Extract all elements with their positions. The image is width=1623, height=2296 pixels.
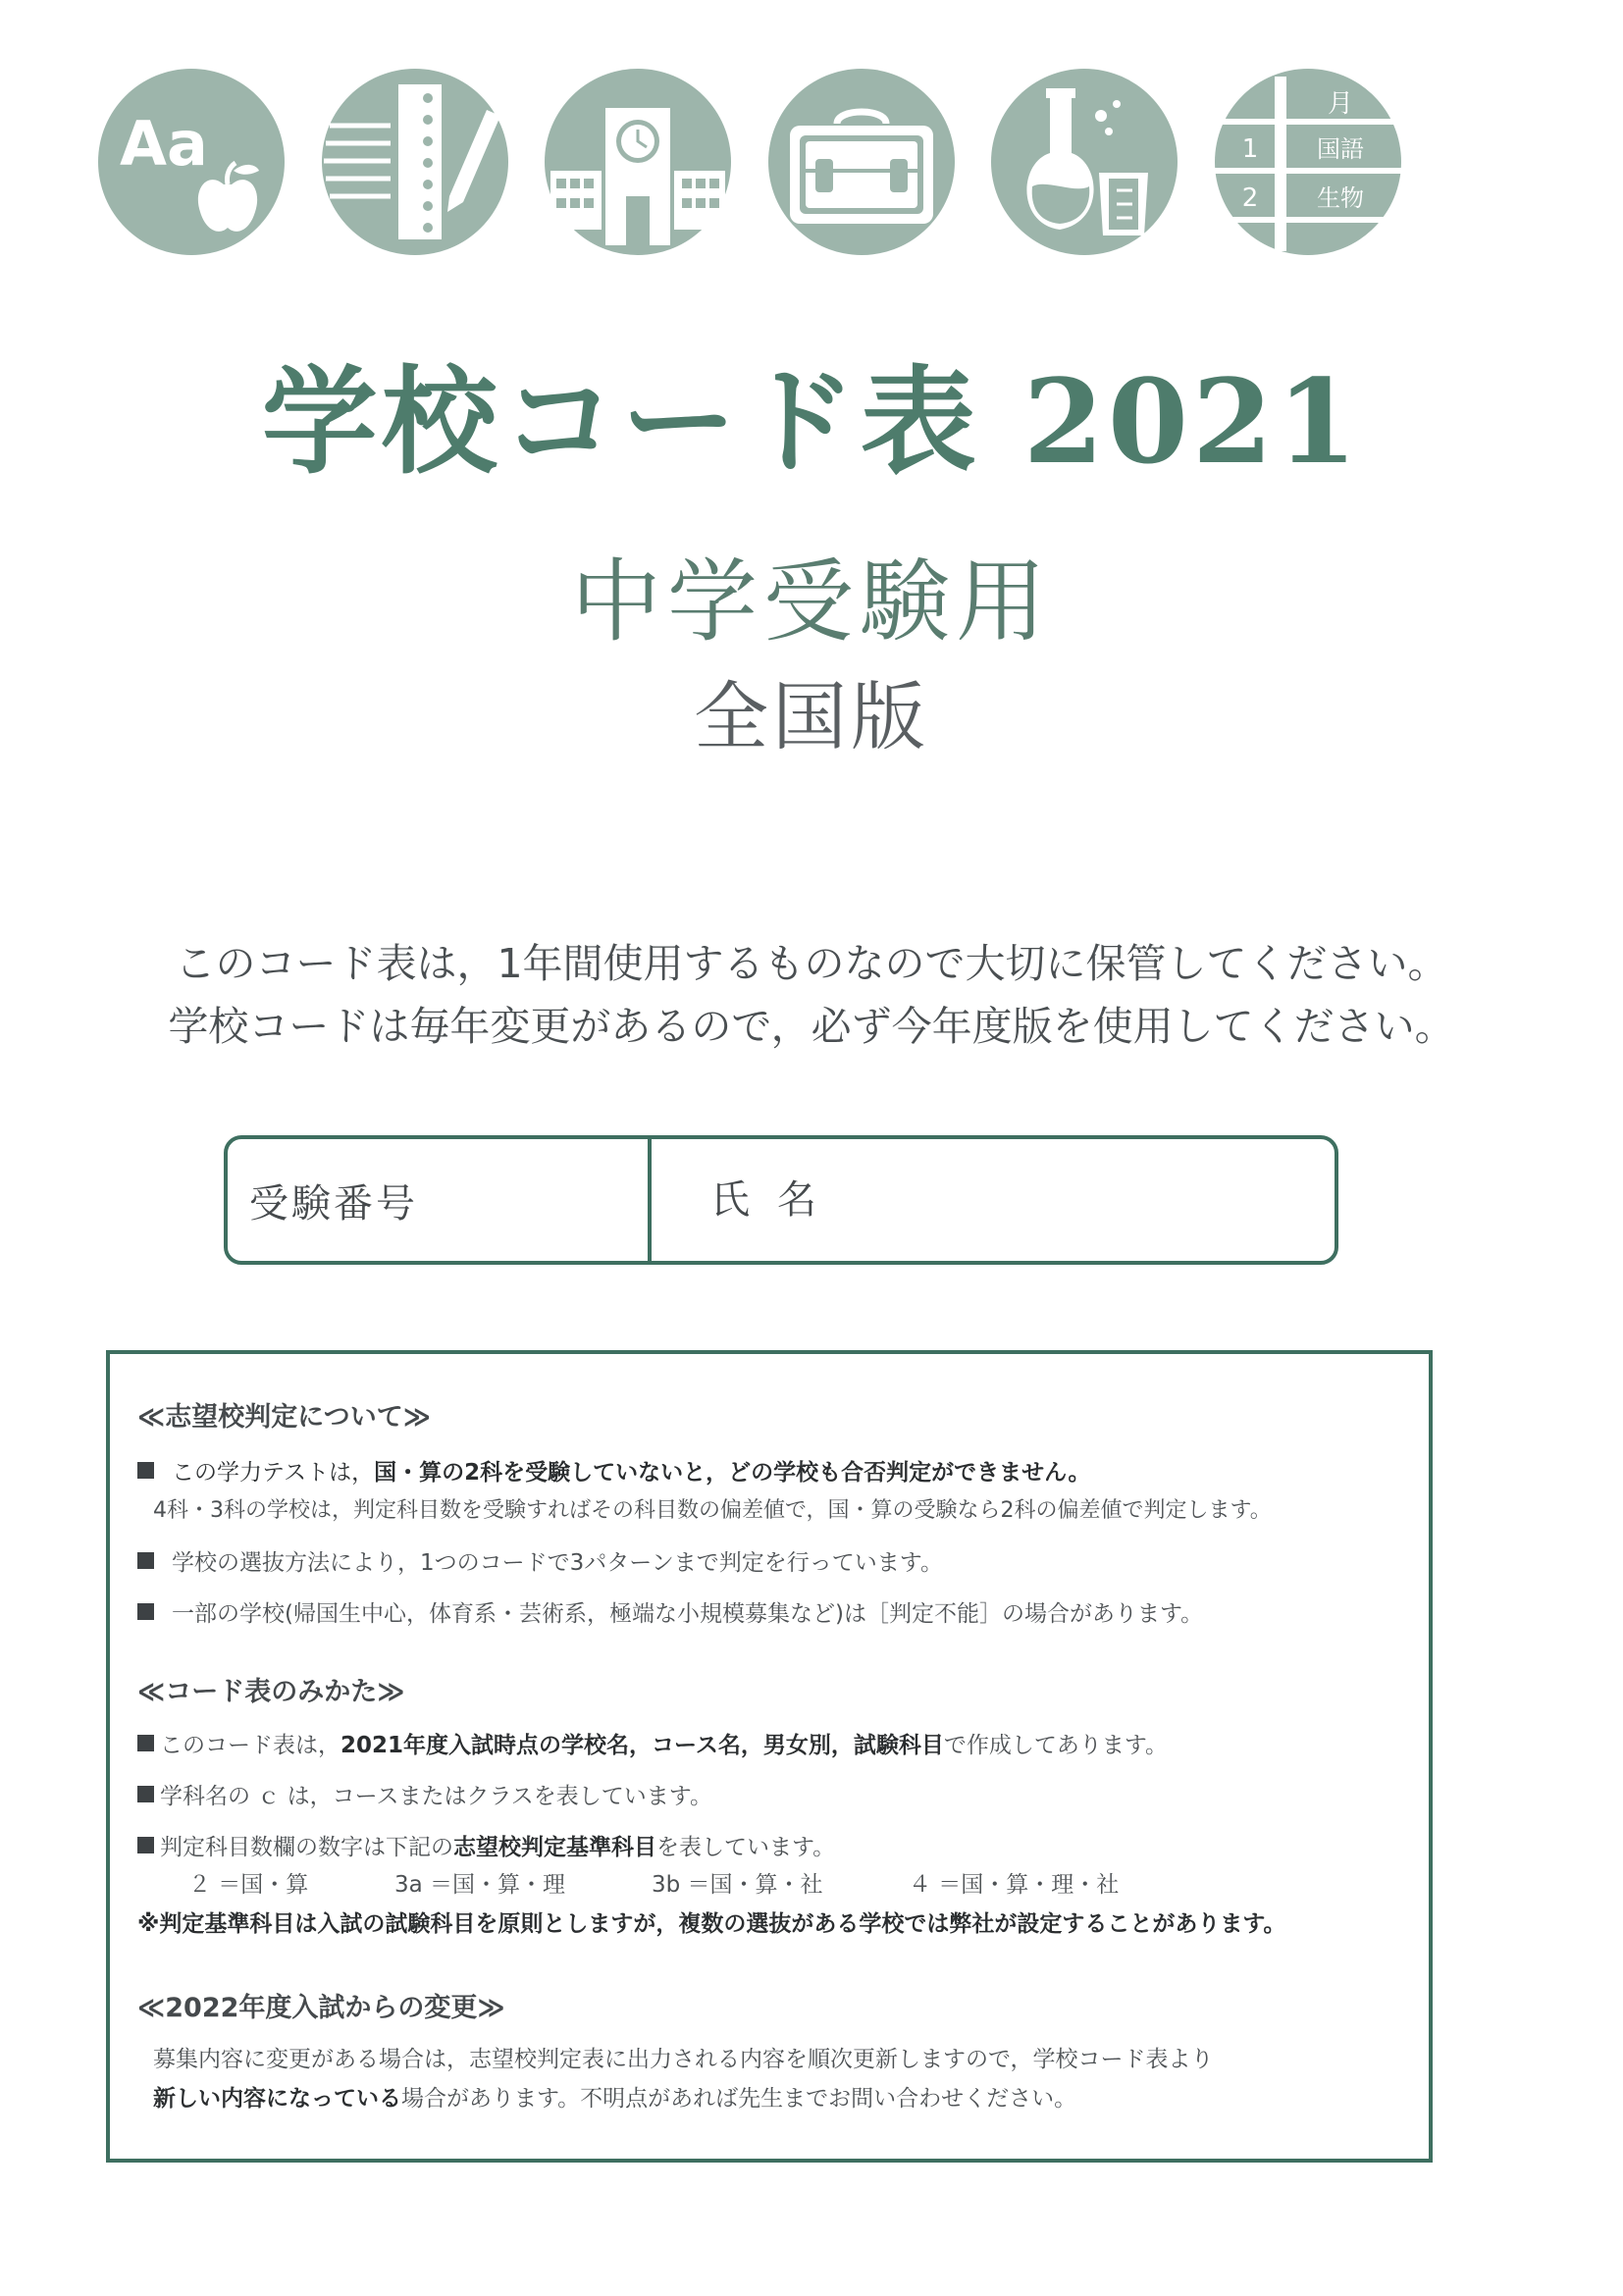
section-heading-changes: ≪2022年度入試からの変更≫ (137, 1993, 505, 2023)
title-year: 2021 (1022, 353, 1362, 490)
subject-code-2: ２ ＝国・算 (188, 1872, 309, 1898)
edition-label: 全国版 (694, 673, 929, 760)
icon-row (0, 69, 1623, 265)
judgement-item-1-continued: 4科・3科の学校は，判定科目数を受験すればその科目数の偏差値で，国・算の受験なら2科の偏差値で判定します。 (153, 1498, 1272, 1523)
school-bag-icon (768, 69, 955, 255)
howto-item-3: 判定科目数欄の数字は下記の志望校判定基準科目を表しています。 (137, 1829, 835, 1861)
changes-line-1: 募集内容に変更がある場合は，志望校判定表に出力される内容を順次更新しますので，学校コード表より (153, 2047, 1214, 2072)
svg-text:Aa: Aa (120, 108, 208, 180)
aa-apple-icon (98, 69, 285, 255)
bullet-square (137, 1837, 154, 1853)
svg-text:生物: 生物 (1317, 184, 1364, 212)
exam-id-box (224, 1135, 1338, 1265)
notice-text (0, 932, 1623, 1058)
subject-code-3a: 3a ＝国・算・理 (394, 1872, 566, 1898)
title-text: 学校コード表 (261, 353, 980, 490)
school-building-icon (545, 69, 731, 255)
howto-item-1: このコード表は，2021年度入試時点の学校名，コース名，男女別，試験科目で作成してあります。 (137, 1727, 1168, 1759)
subject-code-legend (188, 1866, 1119, 1899)
notice-line-2: 学校コードは毎年変更があるので，必ず今年度版を使用してください。 (168, 1003, 1455, 1050)
judgement-item-1: この学力テストは，国・算の2科を受験していないと，どの学校も合否判定ができません。 (137, 1454, 1090, 1487)
bullet-square (137, 1552, 154, 1569)
svg-text:1: 1 (1241, 134, 1259, 164)
howto-note: ※判定基準科目は入試の試験科目を原則としますが，複数の選抜がある学校では弊社が設定することがあります。 (137, 1911, 1286, 1937)
name-label: 氏名 (710, 1177, 844, 1223)
judgement-item-3: 一部の学校(帰国生中心，体育系・芸術系，極端な小規模募集など)は［判定不能］の場合があります。 (137, 1595, 1203, 1628)
notebook-pencil-icon (322, 69, 508, 255)
svg-text:2: 2 (1241, 183, 1259, 213)
page-title (0, 329, 1623, 496)
notice-line-1: このコード表は，1年間使用するものなので大切に保管してください。 (175, 940, 1448, 987)
svg-text:国語: 国語 (1317, 135, 1364, 163)
changes-line-2: 新しい内容になっている場合があります。不明点があれば先生までお問い合わせください。 (153, 2086, 1077, 2112)
flask-beaker-icon (991, 69, 1178, 255)
exam-number-label: 受験番号 (249, 1181, 418, 1226)
timetable-icon (1215, 69, 1401, 255)
bullet-square (137, 1462, 154, 1479)
id-box-divider (648, 1139, 652, 1261)
howto-item-2: 学科名の ｃ は，コースまたはクラスを表しています。 (137, 1778, 712, 1810)
bullet-square (137, 1603, 154, 1620)
bullet-square (137, 1786, 154, 1802)
judgement-item-2: 学校の選抜方法により，1つのコードで3パターンまで判定を行っています。 (137, 1544, 943, 1577)
page-subtitle: 中学受験用 (570, 549, 1052, 654)
subject-code-4: ４ ＝国・算・理・社 (909, 1872, 1120, 1898)
svg-text:月: 月 (1327, 89, 1354, 119)
bullet-square (137, 1735, 154, 1751)
section-heading-howto: ≪コード表のみかた≫ (137, 1677, 405, 1707)
subject-code-3b: 3b ＝国・算・社 (652, 1872, 823, 1898)
info-box (106, 1350, 1433, 2163)
section-heading-judgement: ≪志望校判定について≫ (137, 1402, 431, 1433)
